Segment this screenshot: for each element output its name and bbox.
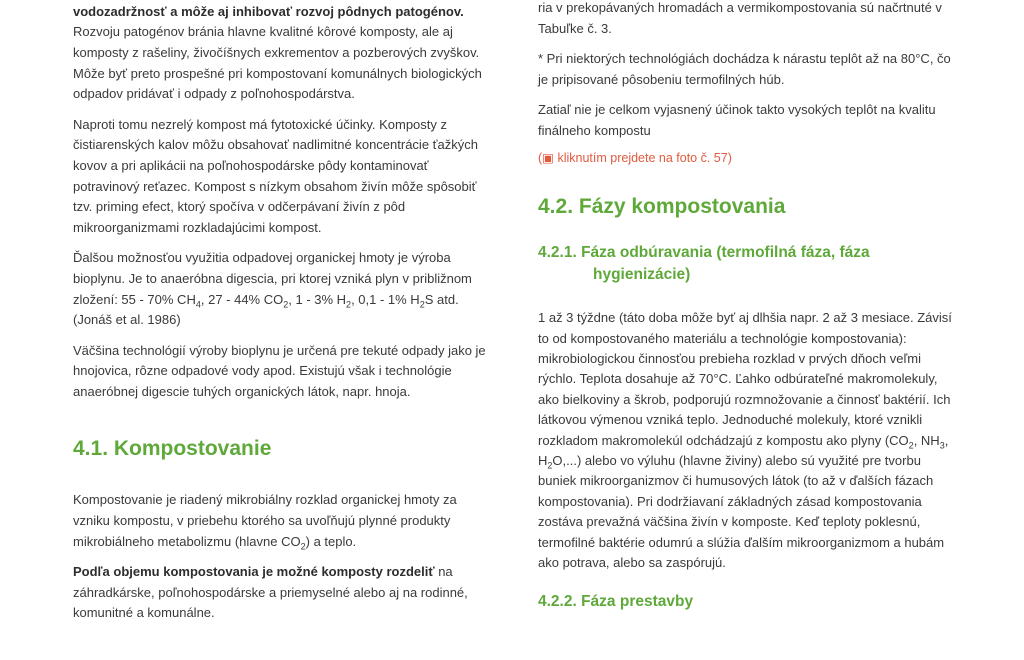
paragraph-degradation-phase: 1 až 3 týždne (táto doba môže byť aj dlhšia napr. 2 až 3 mesiace. Závisí to od kompostovaného materiálu a technológie kompostovania): mikrobiologickou činnosťou prebieha rozklad v prvých dňoch veľmi rýchlo. Teplota dosahuje až 70°C. Ľahko odbúrateľné makromolekuly, ako bielkoviny a škrob, podporujú rozmnožovanie a činnosť baktérií. Ich látkovou výmenou vzniká teplo. Jednoduché molekuly, ktoré vznikli rozkladom makromolekúl odchádzajú z kompostu ako plyny ($CO_2$, $NH_3$, $H_2O$,...) alebo vo výluhu (hlavne živiny) alebo sú využité pre tvorbu buniek mikroorganizmov či humusových látok (to až v ďalších fázach kompostovania). Pri dodržiavaní základných zásad kompostovania zostáva prevažná väčšina živín v komposte. Keď teploty poklesnú, termofilné baktérie odumrú a slúžia ďalším mikroorganizmom a hubám ako potrava, alebo sa zaspórujú. — [538, 310, 952, 571]
paragraph-composting-definition: Kompostovanie je riadený mikrobiálny rozklad organickej hmoty za vzniku kompostu, v priebehu ktorého sa uvoľňujú plynné produkty mikrobiálneho metabolizmu (hlavne $CO_2$) a teplo. — [73, 492, 457, 552]
paragraph-composting-scale: Podľa objemu kompostovania je možné komposty rozdeliť na záhradkárske, poľnohospodárske a priemyselné alebo aj na rodinné, komunitné a komunálne. — [73, 564, 468, 621]
paragraph-temperature-effect: Zatiaľ nie je celkom vyjasnený účinok takto vysokých teplôt na kvalitu finálneho kompostu — [538, 102, 936, 138]
paragraph-soil-effects: vodozadržnosť a môže aj inhibovať rozvoj pôdnych patogénov. Rozvoju patogénov bránia hlavne kvalitné kôrové komposty, ale aj komposty z rašeliny, živočíšnych exkrementov a pozberových zvyškov. Môže byť preto prospešné pri kompostovaní komunálnych biologických odpadov pridávať i odpady z poľnohospodárstva. — [73, 0, 491, 105]
paragraph-temperature-note: * Pri niektorých technológiách dochádza k nárastu teplôt až na 80°C, čo je pripisované pôsobeniu termofilných húb. — [538, 51, 951, 87]
heading-4-1: 4.1. Kompostovanie — [73, 437, 272, 461]
paragraph-biogas: Ďalšou možnosťou využitia odpadovej organickej hmoty je výroba bioplynu. Je to anaeróbna digescia, pri ktorej vzniká plyn v približnom zložení: 55 - 70% $CH_4$, 27 - 44% $CO_2$, 1 - 3% $H_2$, 0,1 - 1% $H_2S$ atd. (Jonáš et al. 1986) — [73, 250, 472, 328]
heading-4-2: 4.2. Fázy kompostovania — [538, 195, 786, 219]
photo-link[interactable]: (▣ kliknutím prejdete na foto č. 57) — [538, 150, 732, 165]
camera-icon: ▣ — [542, 150, 554, 165]
heading-4-2-2: 4.2.2. Fáza prestavby — [538, 593, 694, 611]
paragraph-immature-compost: Naproti tomu nezrelý kompost má fytotoxické účinky. Komposty z čistiarenských kalov môžu obsahovať nadlimitné koncentrácie ťažkých kovov a pri aplikácii na poľnohospodárske pôdy kontaminovať potravinový reťazec. Kompost s nízkym obsahom živín môže spôsobiť tzv. priming efect, ktorý spočíva v odčerpávaní živín z pôd mikroorganizmami rozkladajúcimi kompost. — [73, 116, 478, 235]
bold-lead: vodozadržnosť a môže aj inhibovať rozvoj pôdnych patogénov. — [73, 3, 464, 19]
heading-4-2-1: 4.2.1. Fáza odbúravania (termofilná fáza, fáza hygienizácie) — [538, 244, 870, 284]
right-column — [538, 0, 956, 613]
paragraph-biogas-technologies: Väčšina technológií výroby bioplynu je určená pre tekuté odpady jako je hnojovica, rôzne odpadové vody apod. Existujú však i technológie anaeróbnej digescie tuhých organických látok, napr. hnoja. — [73, 342, 486, 399]
left-column — [73, 0, 491, 634]
paragraph-table-ref: ria v prekopávaných hromadách a vermikompostovania sú načrtnuté v Tabuľke č. 3. — [538, 0, 942, 36]
